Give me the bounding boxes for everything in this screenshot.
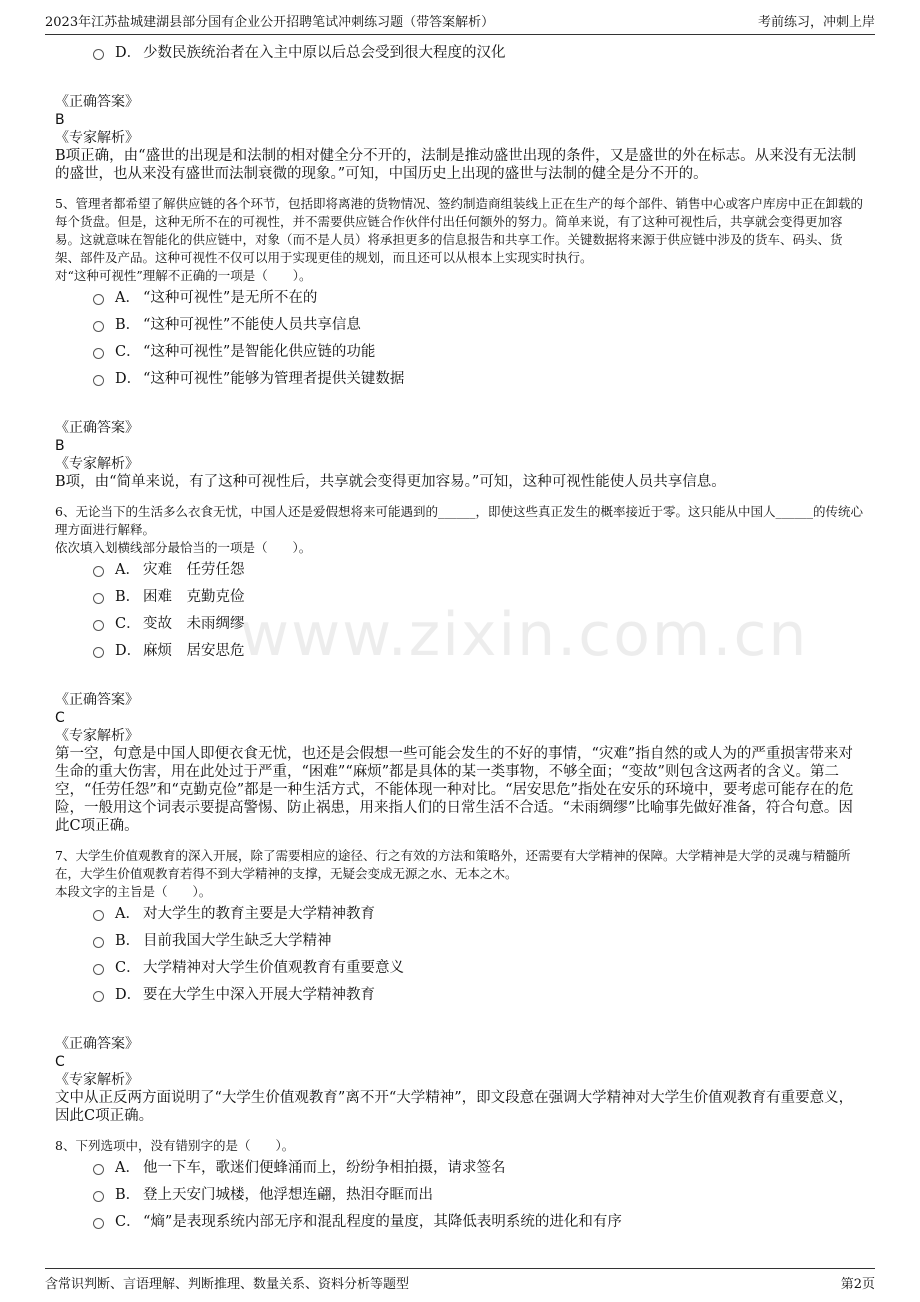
radio-icon[interactable]	[93, 49, 104, 60]
answer-label: 《正确答案》	[55, 420, 139, 436]
option-b[interactable]: B． 目前我国大学生缺乏大学精神	[55, 928, 865, 955]
radio-icon[interactable]	[93, 910, 104, 921]
question-stem: 6、无论当下的生活多么衣食无忧，中国人还是爱假想将来可能遇到的______，即使这些真正发生的概率接近于零。这只能从中国人______的传统心理方面进行解释。	[55, 504, 863, 537]
radio-icon[interactable]	[93, 1191, 104, 1202]
page-number: 第2页	[840, 1277, 875, 1292]
radio-icon[interactable]	[93, 375, 104, 386]
answer-value: B	[55, 438, 65, 454]
radio-icon[interactable]	[93, 1218, 104, 1229]
radio-icon[interactable]	[93, 620, 104, 631]
question-stem: 7、大学生价值观教育的深入开展，除了需要相应的途径、行之有效的方法和策略外，还需要有大学精神的保障。大学精神是大学的灵魂与精髓所在，大学生价值观教育若得不到大学精神的支撑，无疑会变成无源之水、无本之木。	[55, 848, 851, 881]
page-footer	[45, 1268, 875, 1295]
question-prompt: 对“这种可视性”理解不正确的一项是（ ）。	[55, 268, 312, 283]
question-prompt: 8、下列选项中，没有错别字的是（ ）。	[55, 1138, 295, 1153]
option-d[interactable]: D． 少数民族统治者在入主中原以后总会受到很大程度的汉化	[55, 40, 865, 67]
answer-label: 《正确答案》	[55, 94, 139, 110]
answer-value: C	[55, 710, 65, 726]
radio-icon[interactable]	[93, 937, 104, 948]
radio-icon[interactable]	[93, 593, 104, 604]
option-b[interactable]: B． 登上天安门城楼，他浮想连翩，热泪夺眶而出	[55, 1182, 865, 1209]
answer-value: B	[55, 112, 65, 128]
option-c[interactable]: C． 变故 未雨绸缪	[55, 611, 865, 638]
analysis-text: B项，由“简单来说，有了这种可视性后，共享就会变得更加容易。”可知，这种可视性能使人员共享信息。	[55, 474, 726, 490]
radio-icon[interactable]	[93, 321, 104, 332]
answer-label: 《正确答案》	[55, 692, 139, 708]
option-b[interactable]: B． 困难 克勤克俭	[55, 584, 865, 611]
analysis-text: B项正确，由“盛世的出现是和法制的相对健全分不开的，法制是推动盛世出现的条件，又是盛世的外在标志。从来没有无法制的盛世，也从来没有盛世而法制衰微的现象。”可知，中国历史上出现的盛世与法制的健全是分不开的。	[55, 148, 857, 182]
option-c[interactable]: C． 大学精神对大学生价值观教育有重要意义	[55, 955, 865, 982]
option-a[interactable]: A． “这种可视性”是无所不在的	[55, 285, 865, 312]
analysis-label: 《专家解析》	[55, 456, 139, 472]
option-d[interactable]: D． 麻烦 居安思危	[55, 638, 865, 665]
option-d[interactable]: D． 要在大学生中深入开展大学精神教育	[55, 982, 865, 1009]
option-a[interactable]: A． 灾难 任劳任怨	[55, 557, 865, 584]
option-b[interactable]: B． “这种可视性”不能使人员共享信息	[55, 312, 865, 339]
analysis-text: 文中从正反两方面说明了“大学生价值观教育”离不开“大学精神”，即文段意在强调大学精神对大学生价值观教育有重要意义，因此C项正确。	[55, 1090, 854, 1124]
option-a[interactable]: A． 对大学生的教育主要是大学精神教育	[55, 901, 865, 928]
document-title: 2023年江苏盐城建湖县部分国有企业公开招聘笔试冲刺练习题（带答案解析）	[45, 15, 495, 30]
option-c[interactable]: C． “熵”是表现系统内部无序和混乱程度的量度，其降低表明系统的进化和有序	[55, 1209, 865, 1236]
question-stem: 5、管理者都希望了解供应链的各个环节，包括即将离港的货物情况、签约制造商组装线上正在生产的每个部件、销售中心或客户库房中正在卸载的每个货盘。但是，这种无所不在的可视性，并不需要供应链合作伙伴付出任何额外的努力。简单来说，有了这种可视性后，共享就会变得更加容易。这就意味在智能化的供应链中，对象（而不是人员）将承担更多的信息报告和共享工作。关键数据将来源于供应链中涉及的货车、码头、货架、部件及产品。这种可视性不仅可以用于实现更佳的规划，而且还可以从根本上实现实时执行。	[55, 196, 863, 265]
option-d[interactable]: D． “这种可视性”能够为管理者提供关键数据	[55, 366, 865, 393]
footer-description: 含常识判断、言语理解、判断推理、数量关系、资料分析等题型	[45, 1277, 410, 1292]
page-content	[55, 40, 865, 1236]
page-header	[45, 8, 875, 35]
analysis-text: 第一空，句意是中国人即便衣食无忧，也还是会假想一些可能会发生的不好的事情，“灾难”指自然的或人为的严重损害带来对生命的重大伤害，用在此处过于严重，“困难”“麻烦”都是具体的某一类事物，不够全面；“变故”则包含这两者的含义。第二空，“任劳任怨”和“克勤克俭”都是一种生活方式，不能体现一种对比。“居安思危”指处在安乐的环境中，要考虑可能存在的危险，一般用这个词表示要提高警惕、防止祸患，用来指人们的日常生活不合适。“未雨绸缪”比喻事先做好准备，符合句意。因此C项正确。	[55, 746, 854, 834]
radio-icon[interactable]	[93, 348, 104, 359]
analysis-label: 《专家解析》	[55, 1072, 139, 1088]
radio-icon[interactable]	[93, 1164, 104, 1175]
header-slogan: 考前练习，冲刺上岸	[757, 15, 875, 30]
question-prompt: 依次填入划横线部分最恰当的一项是（ ）。	[55, 540, 312, 555]
radio-icon[interactable]	[93, 566, 104, 577]
watermark: www.zixin.com.cn	[240, 600, 809, 670]
answer-label: 《正确答案》	[55, 1036, 139, 1052]
option-c[interactable]: C． “这种可视性”是智能化供应链的功能	[55, 339, 865, 366]
radio-icon[interactable]	[93, 991, 104, 1002]
radio-icon[interactable]	[93, 647, 104, 658]
answer-value: C	[55, 1054, 65, 1070]
question-prompt: 本段文字的主旨是（ ）。	[55, 884, 212, 899]
radio-icon[interactable]	[93, 964, 104, 975]
radio-icon[interactable]	[93, 294, 104, 305]
analysis-label: 《专家解析》	[55, 728, 139, 744]
option-a[interactable]: A． 他一下车，歌迷们便蜂涌而上，纷纷争相拍摄，请求签名	[55, 1155, 865, 1182]
analysis-label: 《专家解析》	[55, 130, 139, 146]
